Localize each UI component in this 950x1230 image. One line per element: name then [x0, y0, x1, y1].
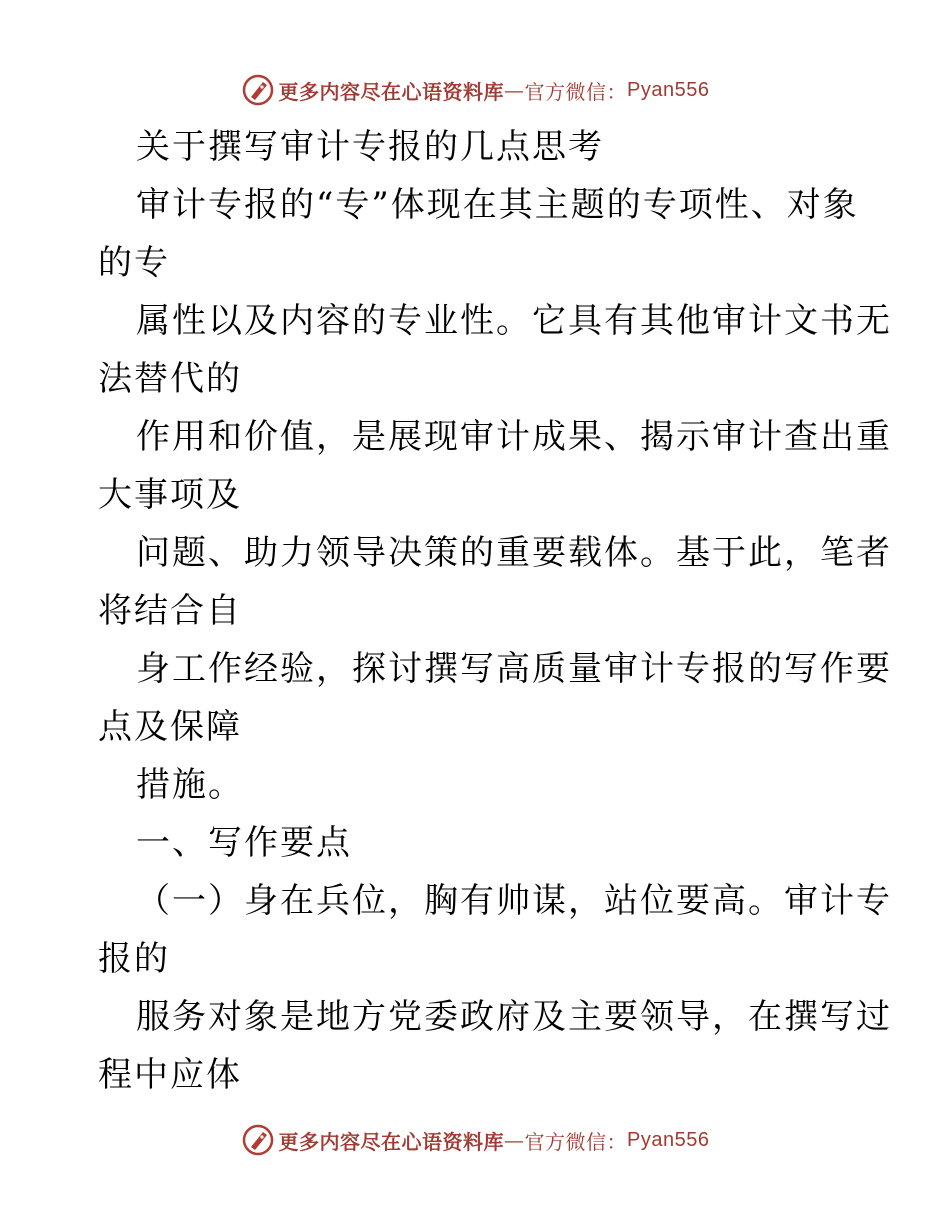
banner-separator: — — [504, 1128, 525, 1152]
banner-separator: — — [504, 78, 525, 102]
text-line: 程中应体 — [98, 1055, 242, 1095]
banner-brand: 更多内容尽在心语资料库 — [278, 79, 505, 104]
text-line: 服务对象是地方党委政府及主要领导，在撰写过 — [136, 997, 892, 1037]
document-title: 关于撰写审计专报的几点思考 — [136, 127, 604, 167]
banner-wechat-id: Pyan556 — [627, 1128, 710, 1151]
banner-brand: 更多内容尽在心语资料库 — [278, 1129, 505, 1154]
pen-nib-logo-icon — [241, 73, 275, 107]
header-banner — [0, 70, 950, 110]
footer-banner — [0, 1120, 950, 1160]
text-line: 作用和价值，是展现审计成果、揭示审计查出重 — [136, 417, 892, 457]
text-line: 身工作经验，探讨撰写高质量审计专报的写作要 — [136, 649, 892, 689]
text-line: 问题、助力领导决策的重要载体。基于此，笔者 — [136, 533, 892, 573]
text-line: （一）身在兵位，胸有帅谋，站位要高。审计专 — [136, 881, 892, 921]
text-line: 报的 — [98, 939, 170, 979]
text-line: 法替代的 — [98, 359, 242, 399]
banner-official: 官方微信： — [524, 79, 628, 104]
banner-official: 官方微信： — [524, 1129, 628, 1154]
section-heading: 一、写作要点 — [136, 823, 352, 863]
text-line: 点及保障 — [98, 707, 242, 747]
pen-nib-logo-icon — [241, 1123, 275, 1157]
text-line: 大事项及 — [98, 475, 242, 515]
text-line: 的专 — [98, 243, 170, 283]
text-line: 属性以及内容的专业性。它具有其他审计文书无 — [136, 301, 892, 341]
text-line: 审计专报的“专”体现在其主题的专项性、对象 — [136, 185, 859, 225]
text-line: 措施。 — [136, 765, 244, 805]
document-body — [98, 118, 892, 1104]
text-line: 将结合自 — [98, 591, 242, 631]
banner-wechat-id: Pyan556 — [627, 78, 710, 101]
